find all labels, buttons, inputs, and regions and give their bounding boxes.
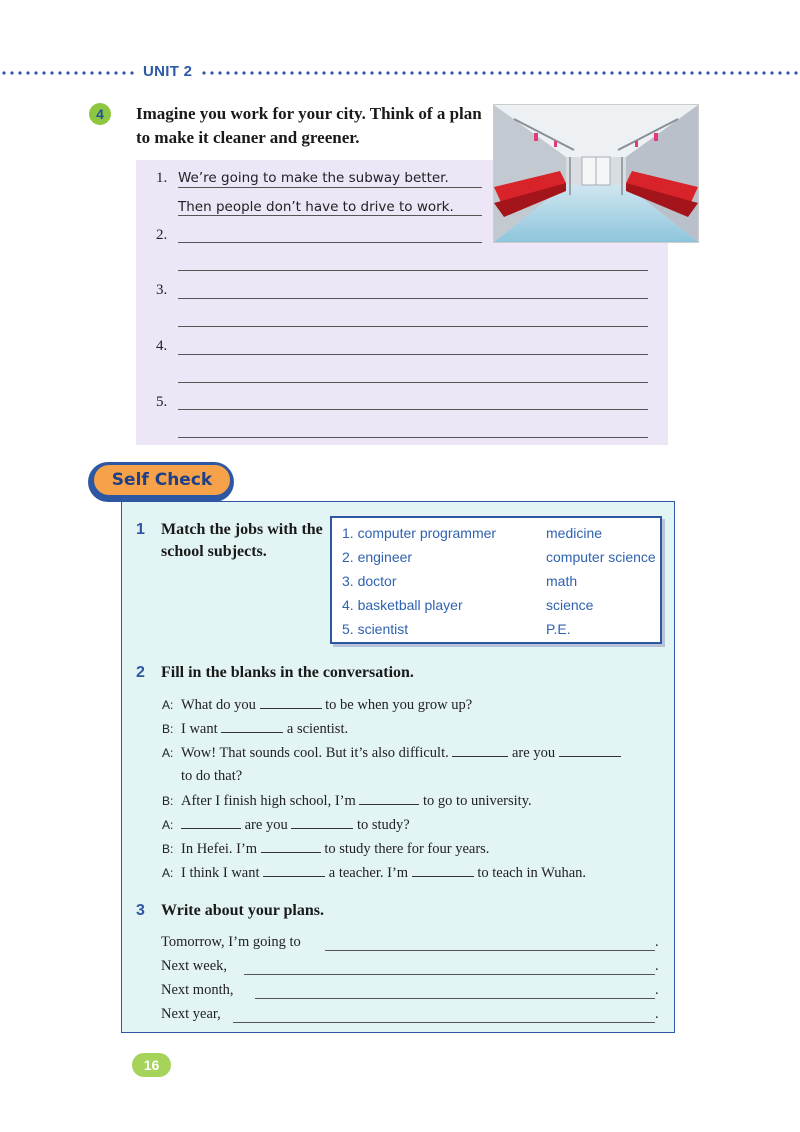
subject-1: medicine — [546, 525, 603, 541]
conversation-text: are you — [512, 745, 556, 761]
plan-prompt-next-month: Next month, — [161, 982, 234, 998]
conversation-text: to go to university. — [423, 793, 532, 809]
item-2-rule-2[interactable] — [178, 270, 648, 271]
conversation-text: In Hefei. I’m — [181, 841, 258, 857]
job-3: 3. doctor — [342, 573, 397, 589]
plan-line-next-week[interactable] — [244, 974, 655, 975]
item-1-line-2: Then people don’t have to drive to work. — [178, 199, 454, 215]
plan-line-next-month[interactable] — [255, 998, 655, 999]
q1-number: 1 — [136, 521, 145, 538]
blank[interactable] — [359, 792, 419, 805]
conversation-line-6 — [181, 840, 489, 858]
section-4-number: 4 — [89, 103, 111, 125]
subject-2: computer science — [546, 549, 656, 565]
item-3-number: 3. — [156, 282, 168, 298]
header-dots-right — [200, 70, 800, 76]
job-5: 5. scientist — [342, 621, 409, 637]
item-3-rule-2[interactable] — [178, 326, 648, 327]
speaker: A: — [162, 746, 174, 760]
speaker: B: — [162, 794, 174, 808]
blank[interactable] — [263, 864, 325, 877]
conversation-line-7 — [181, 864, 586, 882]
plan-prompt-tomorrow: Tomorrow, I’m going to — [161, 934, 301, 950]
conversation-line-5 — [181, 816, 410, 834]
conversation-text: to be when you grow up? — [325, 697, 473, 713]
item-2-number: 2. — [156, 227, 168, 243]
item-1-rule-2 — [178, 215, 482, 216]
blank[interactable] — [452, 744, 508, 757]
plan-end-mark: . — [655, 1006, 659, 1022]
conversation-text: I want — [181, 721, 218, 737]
item-1-number: 1. — [156, 170, 168, 186]
blank[interactable] — [181, 816, 241, 829]
conversation-text: What do you — [181, 697, 256, 713]
speaker: A: — [162, 866, 174, 880]
page-number: 16 — [132, 1053, 171, 1077]
speaker: A: — [162, 818, 174, 832]
blank[interactable] — [559, 744, 621, 757]
conversation-text: are you — [244, 817, 288, 833]
job-4: 4. basketball player — [342, 597, 463, 613]
item-4-number: 4. — [156, 338, 168, 354]
subject-4: science — [546, 597, 594, 613]
subway-car-photo — [494, 105, 698, 242]
conversation-text: a teacher. I’m — [328, 865, 409, 881]
blank[interactable] — [221, 720, 283, 733]
plan-line-tomorrow[interactable] — [325, 950, 655, 951]
conversation-text: a scientist. — [286, 721, 349, 737]
plan-prompt-next-year: Next year, — [161, 1006, 221, 1022]
speaker: B: — [162, 722, 174, 736]
item-4-rule-1[interactable] — [178, 354, 648, 355]
item-2-rule-1[interactable] — [178, 242, 482, 243]
header-dots-left — [0, 70, 138, 76]
subject-5: P.E. — [546, 621, 571, 637]
blank[interactable] — [291, 816, 353, 829]
conversation-line-3-cont — [181, 768, 242, 785]
q1-instruction: Match the jobs with the school subjects. — [161, 521, 323, 560]
conversation-line-1 — [181, 696, 472, 714]
section-4-instruction: Imagine you work for your city. Think of a plan to make it cleaner and greener. — [136, 104, 482, 147]
conversation-line-2 — [181, 720, 348, 738]
unit-label: UNIT 2 — [143, 63, 193, 80]
conversation-line-4 — [181, 792, 532, 810]
item-5-number: 5. — [156, 394, 168, 410]
item-1-rule-1 — [178, 187, 482, 188]
conversation-text: I think I want — [181, 865, 260, 881]
conversation-text: to study? — [356, 817, 410, 833]
item-5-rule-2[interactable] — [178, 437, 648, 438]
q3-instruction: Write about your plans. — [161, 902, 324, 919]
job-1: 1. computer programmer — [342, 525, 497, 541]
speaker: A: — [162, 698, 174, 712]
conversation-text: to teach in Wuhan. — [477, 865, 587, 881]
plan-end-mark: . — [655, 982, 659, 998]
blank[interactable] — [260, 696, 322, 709]
plan-line-next-year[interactable] — [233, 1022, 655, 1023]
conversation-text: Wow! That sounds cool. But it’s also difficult. — [181, 745, 449, 761]
blank[interactable] — [412, 864, 474, 877]
conversation-text: to study there for four years. — [324, 841, 490, 857]
item-5-rule-1[interactable] — [178, 409, 648, 410]
self-check-badge: Self Check — [92, 463, 232, 497]
subject-3: math — [546, 573, 578, 589]
conversation-line-3 — [181, 744, 621, 762]
job-2: 2. engineer — [342, 549, 413, 565]
plan-end-mark: . — [655, 958, 659, 974]
q2-number: 2 — [136, 664, 145, 681]
blank[interactable] — [261, 840, 321, 853]
speaker: B: — [162, 842, 174, 856]
conversation-text: to do that? — [181, 768, 243, 784]
plan-prompt-next-week: Next week, — [161, 958, 228, 974]
conversation-text: After I finish high school, I’m — [181, 793, 356, 809]
item-1-line-1: We’re going to make the subway better. — [178, 170, 449, 186]
plan-end-mark: . — [655, 934, 659, 950]
q2-instruction: Fill in the blanks in the conversation. — [161, 664, 414, 681]
item-3-rule-1[interactable] — [178, 298, 648, 299]
q3-number: 3 — [136, 902, 145, 919]
item-4-rule-2[interactable] — [178, 382, 648, 383]
